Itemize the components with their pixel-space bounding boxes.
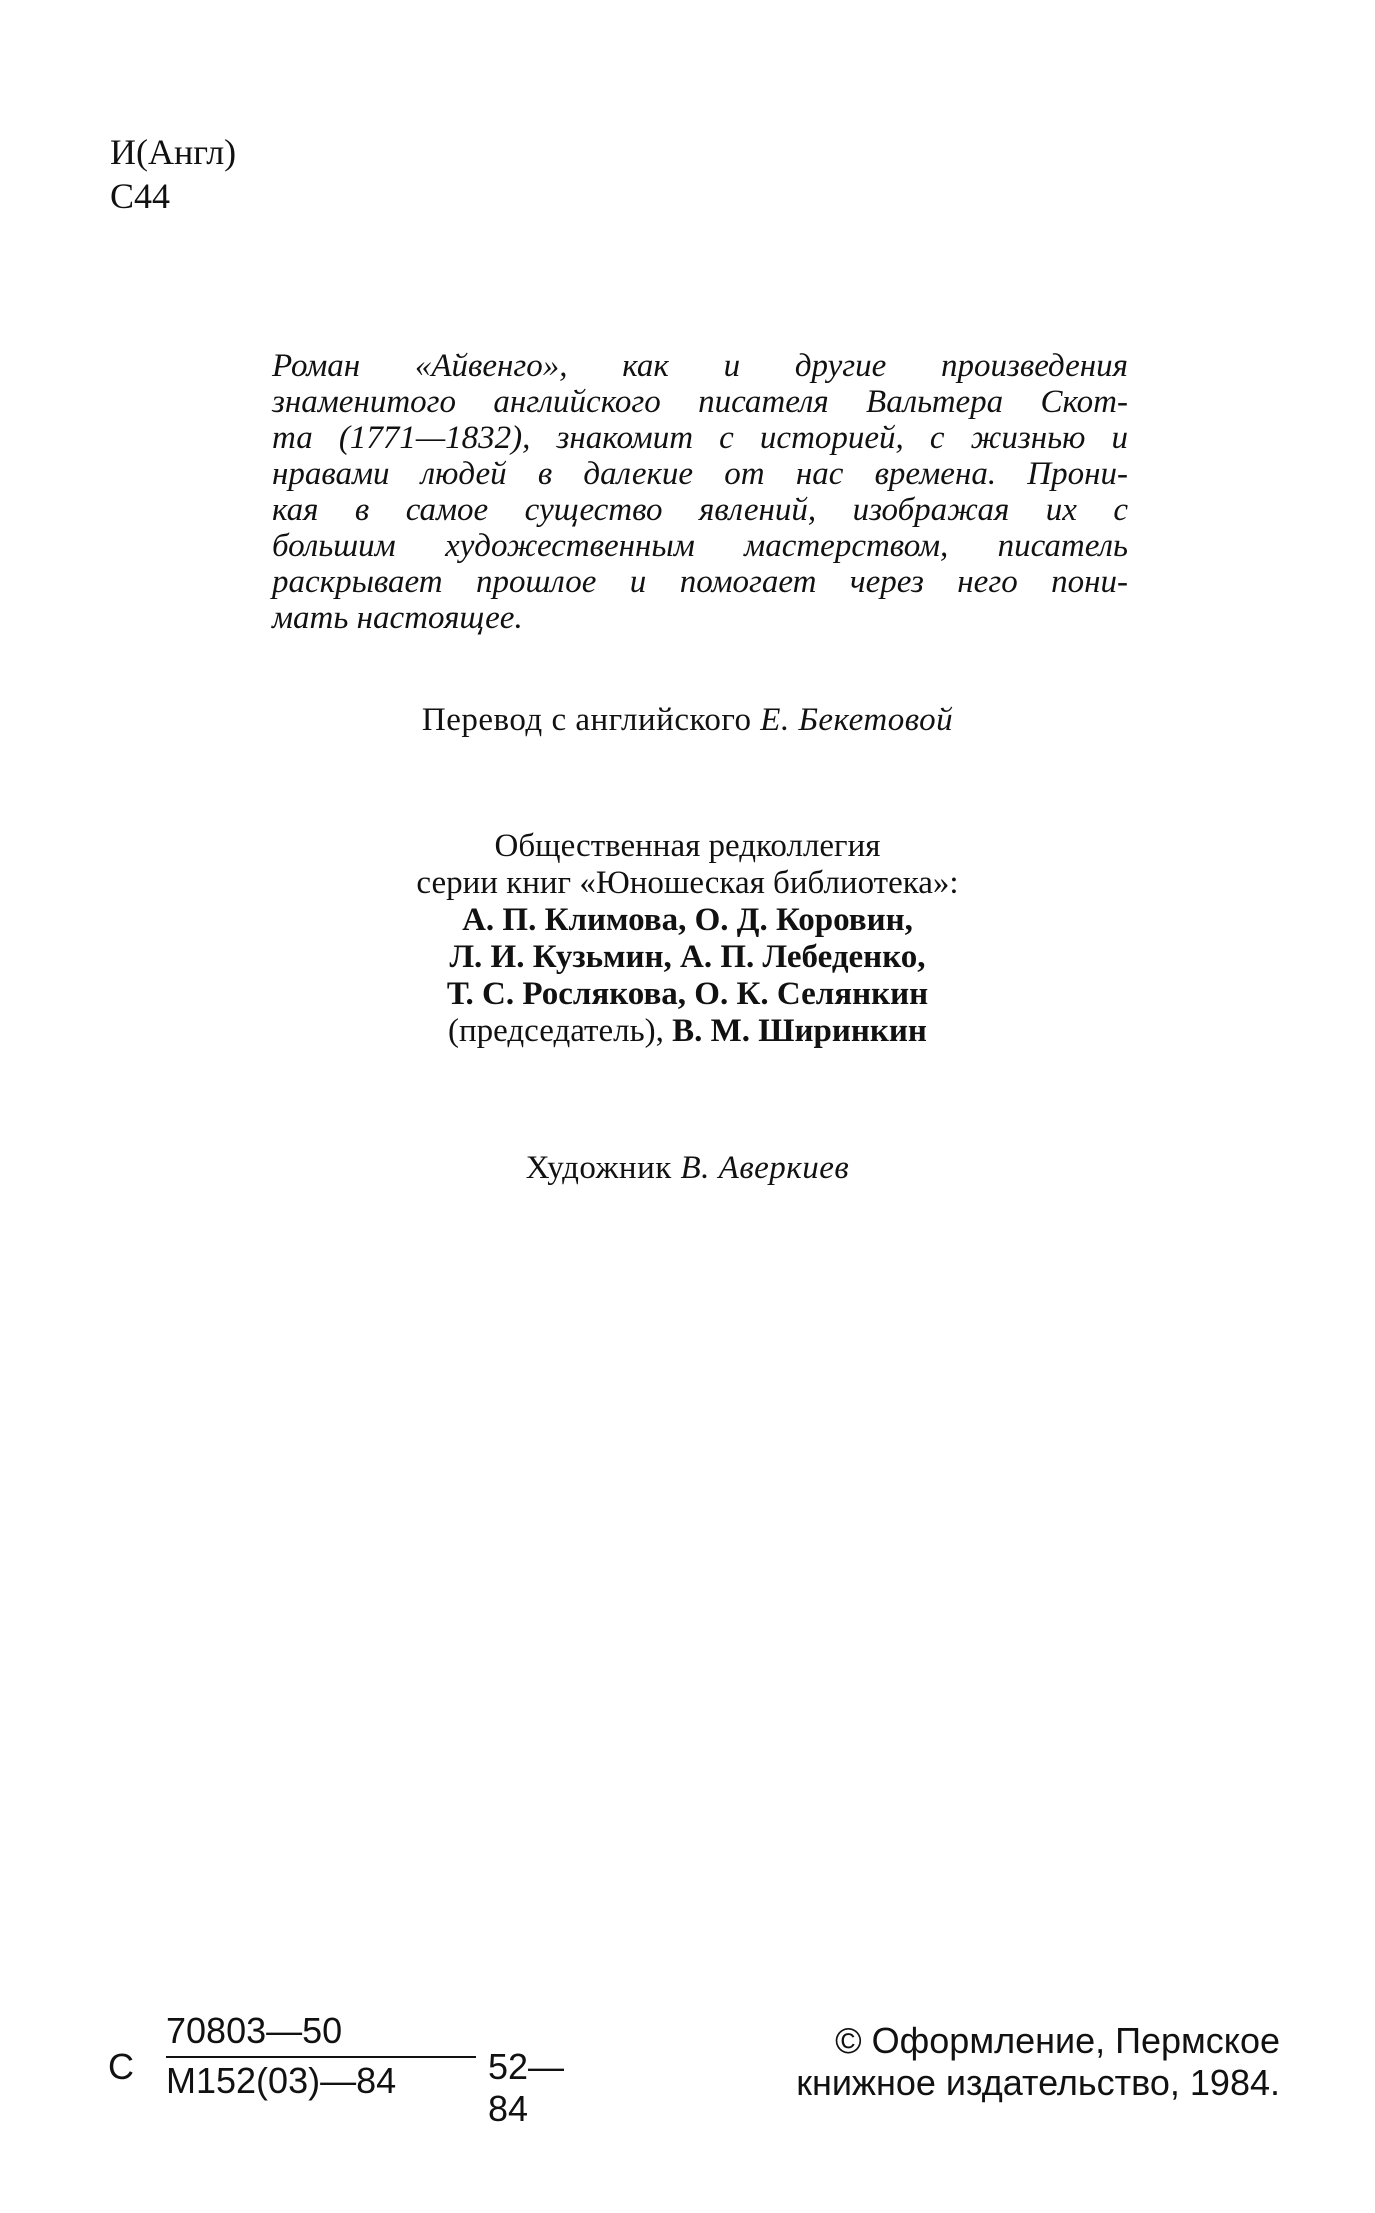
annotation-line: Роман «Айвенго», как и другие произведения [272,348,1128,384]
translator-name: Е. Бекетовой [760,702,954,738]
annotation-line: большим художественным мастерством, писатель [272,528,1128,564]
classification-code [110,130,236,218]
board-chair-line [0,1013,1375,1050]
index-denominator: М152(03)—84 [166,2060,397,2101]
classification-line-1: И(Англ) [110,132,237,172]
board-members-line: Т. С. Рослякова, О. К. Селянкин [446,976,929,1012]
board-members-line: А. П. Климова, О. Д. Коровин, [462,902,913,938]
board-heading-line-1: Общественная редколлегия [494,828,881,864]
classification-line-2: С44 [110,176,171,216]
fraction-rule [166,2056,476,2058]
board-chair-member: В. М. Ширинкин [672,1013,927,1049]
translation-credit [0,700,1375,740]
copyright-notice [760,2020,1280,2104]
index-suffix: 52—84 [488,2046,565,2129]
index-numerator: 70803—50 [166,2010,343,2051]
annotation-line: кая в самое существо явлений, изображая их с [272,492,1128,528]
copyright-line-2: книжное издательство, 1984. [796,2062,1280,2103]
index-letter: С [108,2046,134,2087]
artist-name: В. Аверкиев [680,1150,850,1186]
annotation-line: раскрывает прошлое и помогает через него пони- [272,564,1128,600]
annotation-line: знаменитого английского писателя Вальтера Скот- [272,384,1128,420]
artist-prefix: Художник [525,1150,681,1186]
copyright-line-1: © Оформление, Пермское [835,2020,1280,2061]
annotation-line: та (1771—1832), знакомит с историей, с жизнью и [272,420,1128,456]
annotation-line: нравами людей в далекие от нас времена. Прони- [272,456,1128,492]
annotation-line: мать настоящее. [272,600,523,636]
board-heading-line-2: серии книг «Юношеская библиотека»: [416,865,959,901]
board-members-line: Л. И. Кузьмин, А. П. Лебеденко, [449,939,926,975]
translation-prefix: Перевод с английского [421,702,761,738]
artist-credit [0,1148,1375,1188]
publication-index [108,2010,588,2129]
editorial-board [0,828,1375,1050]
board-chair-label: (председатель), [448,1013,673,1049]
annotation-paragraph [272,348,1128,636]
